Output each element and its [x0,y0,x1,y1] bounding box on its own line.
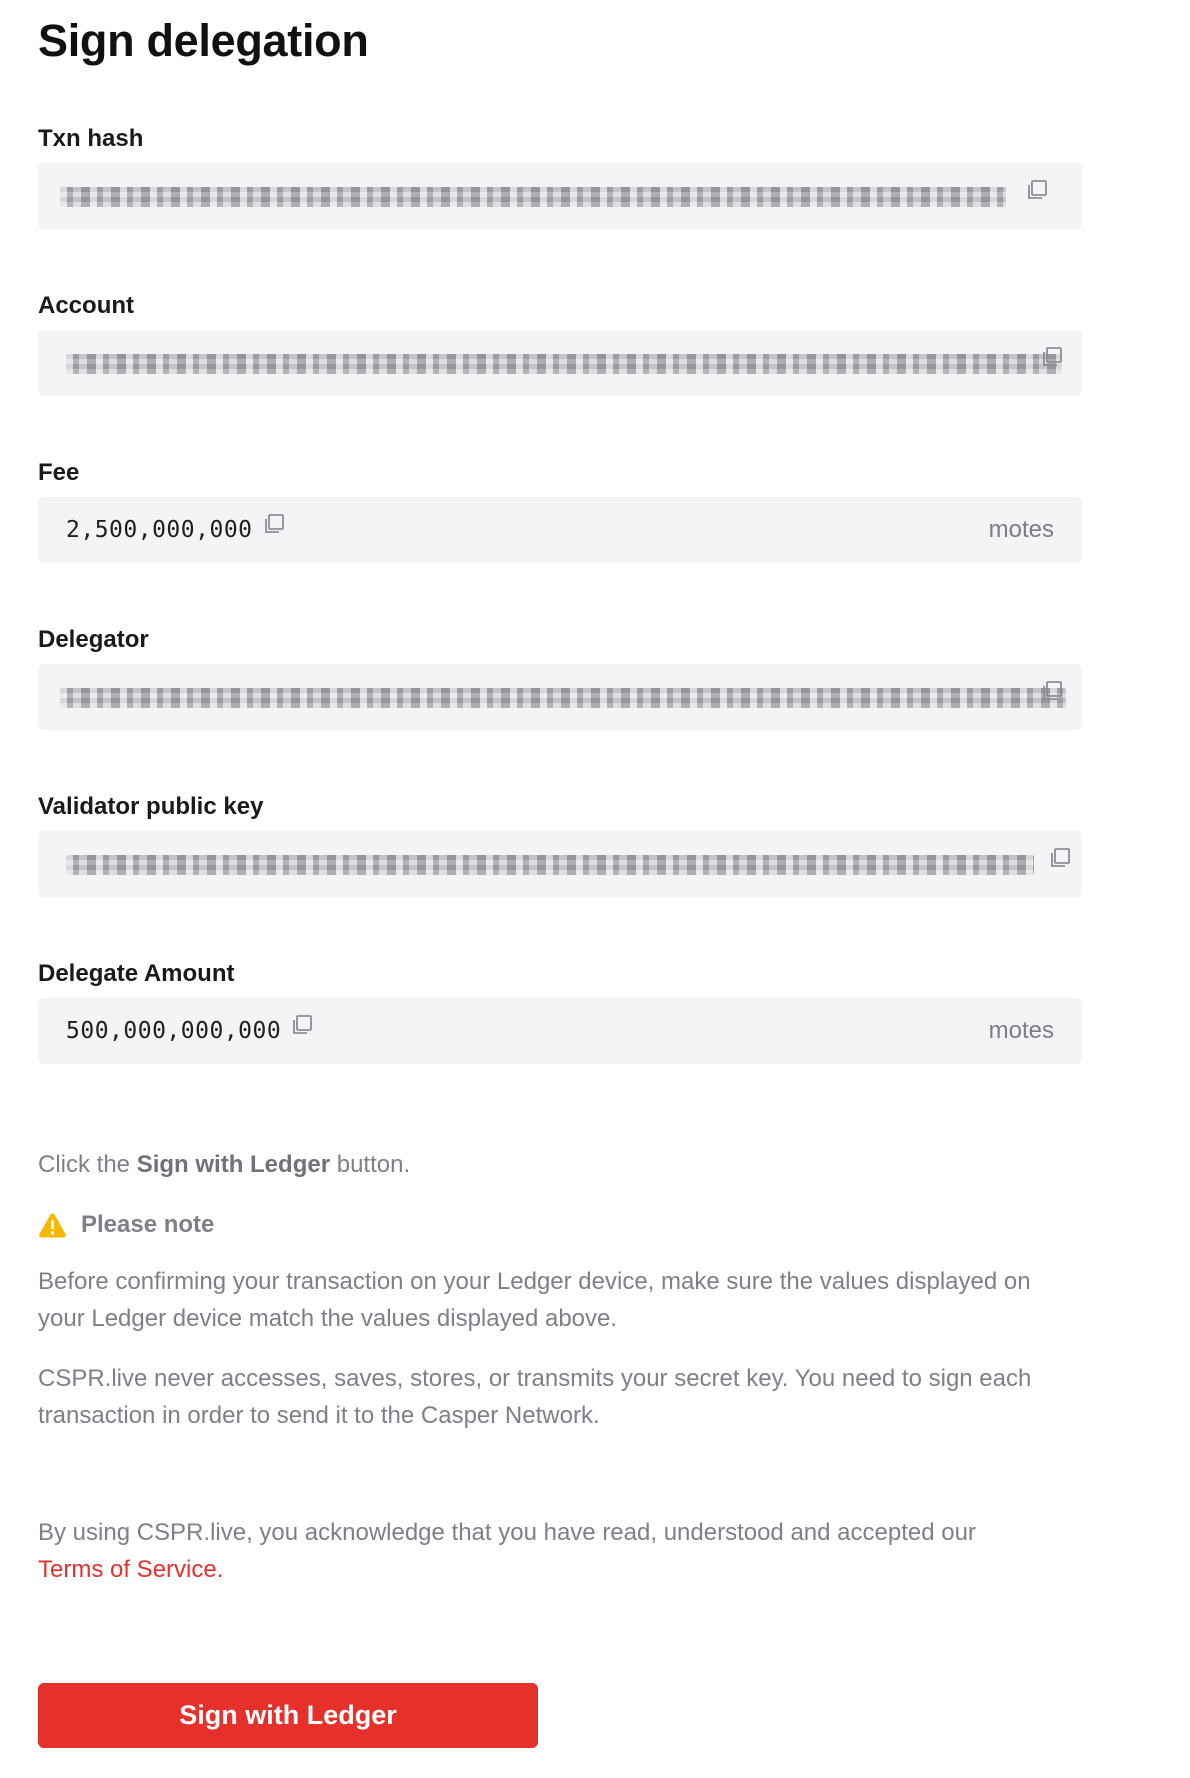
fee-unit: motes [988,516,1054,543]
copy-icon[interactable] [1040,679,1064,703]
warning-icon [38,1212,67,1239]
account-label: Account [38,292,134,319]
terms-notice [38,1514,1082,1588]
copy-icon[interactable] [1025,178,1049,202]
terms-text: By using CSPR.live, you acknowledge that you have read, understood and accepted our [38,1519,976,1546]
txn-hash-box [38,163,1082,229]
delegate-amount-label: Delegate Amount [38,960,235,987]
delegator-box [38,664,1082,730]
sign-with-ledger-button[interactable]: Sign with Ledger [38,1683,538,1748]
note-paragraph-ledger: Before confirming your transaction on your Ledger device, make sure the values displayed on your Ledger device match the values displayed above. [38,1268,1031,1332]
page-title: Sign delegation [38,15,369,66]
note-paragraph-secret-key: CSPR.live never accesses, saves, stores, or transmits your secret key. You need to sign each transaction in order to send it to the Casper Network. [38,1365,1032,1429]
account-value-redacted [66,354,1062,374]
copy-icon[interactable] [1040,345,1064,369]
delegate-amount-value: 500,000,000,000 [66,1018,282,1044]
account-box [38,330,1082,396]
copy-icon[interactable] [1048,846,1072,870]
txn-hash-label: Txn hash [38,125,144,152]
instructions-emphasis: Sign with Ledger [136,1151,331,1178]
validator-label: Validator public key [38,793,264,820]
fee-label: Fee [38,459,80,486]
copy-icon[interactable] [290,1013,314,1037]
sign-instructions [38,1148,410,1182]
instructions-suffix: button. [330,1151,411,1178]
fee-value: 2,500,000,000 [66,517,253,543]
fee-box [38,497,1082,563]
delegator-label: Delegator [38,626,149,653]
validator-value-redacted [66,855,1034,875]
txn-hash-value-redacted [60,187,1006,207]
please-note-header [38,1208,214,1242]
validator-box [38,831,1082,897]
delegator-value-redacted [60,688,1066,708]
delegate-amount-unit: motes [988,1017,1054,1044]
instructions-prefix: Click the [38,1151,137,1178]
copy-icon[interactable] [262,512,286,536]
please-note-title: Please note [81,1211,215,1238]
delegate-amount-box [38,998,1082,1064]
terms-of-service-link[interactable]: Terms of Service. [38,1556,224,1583]
